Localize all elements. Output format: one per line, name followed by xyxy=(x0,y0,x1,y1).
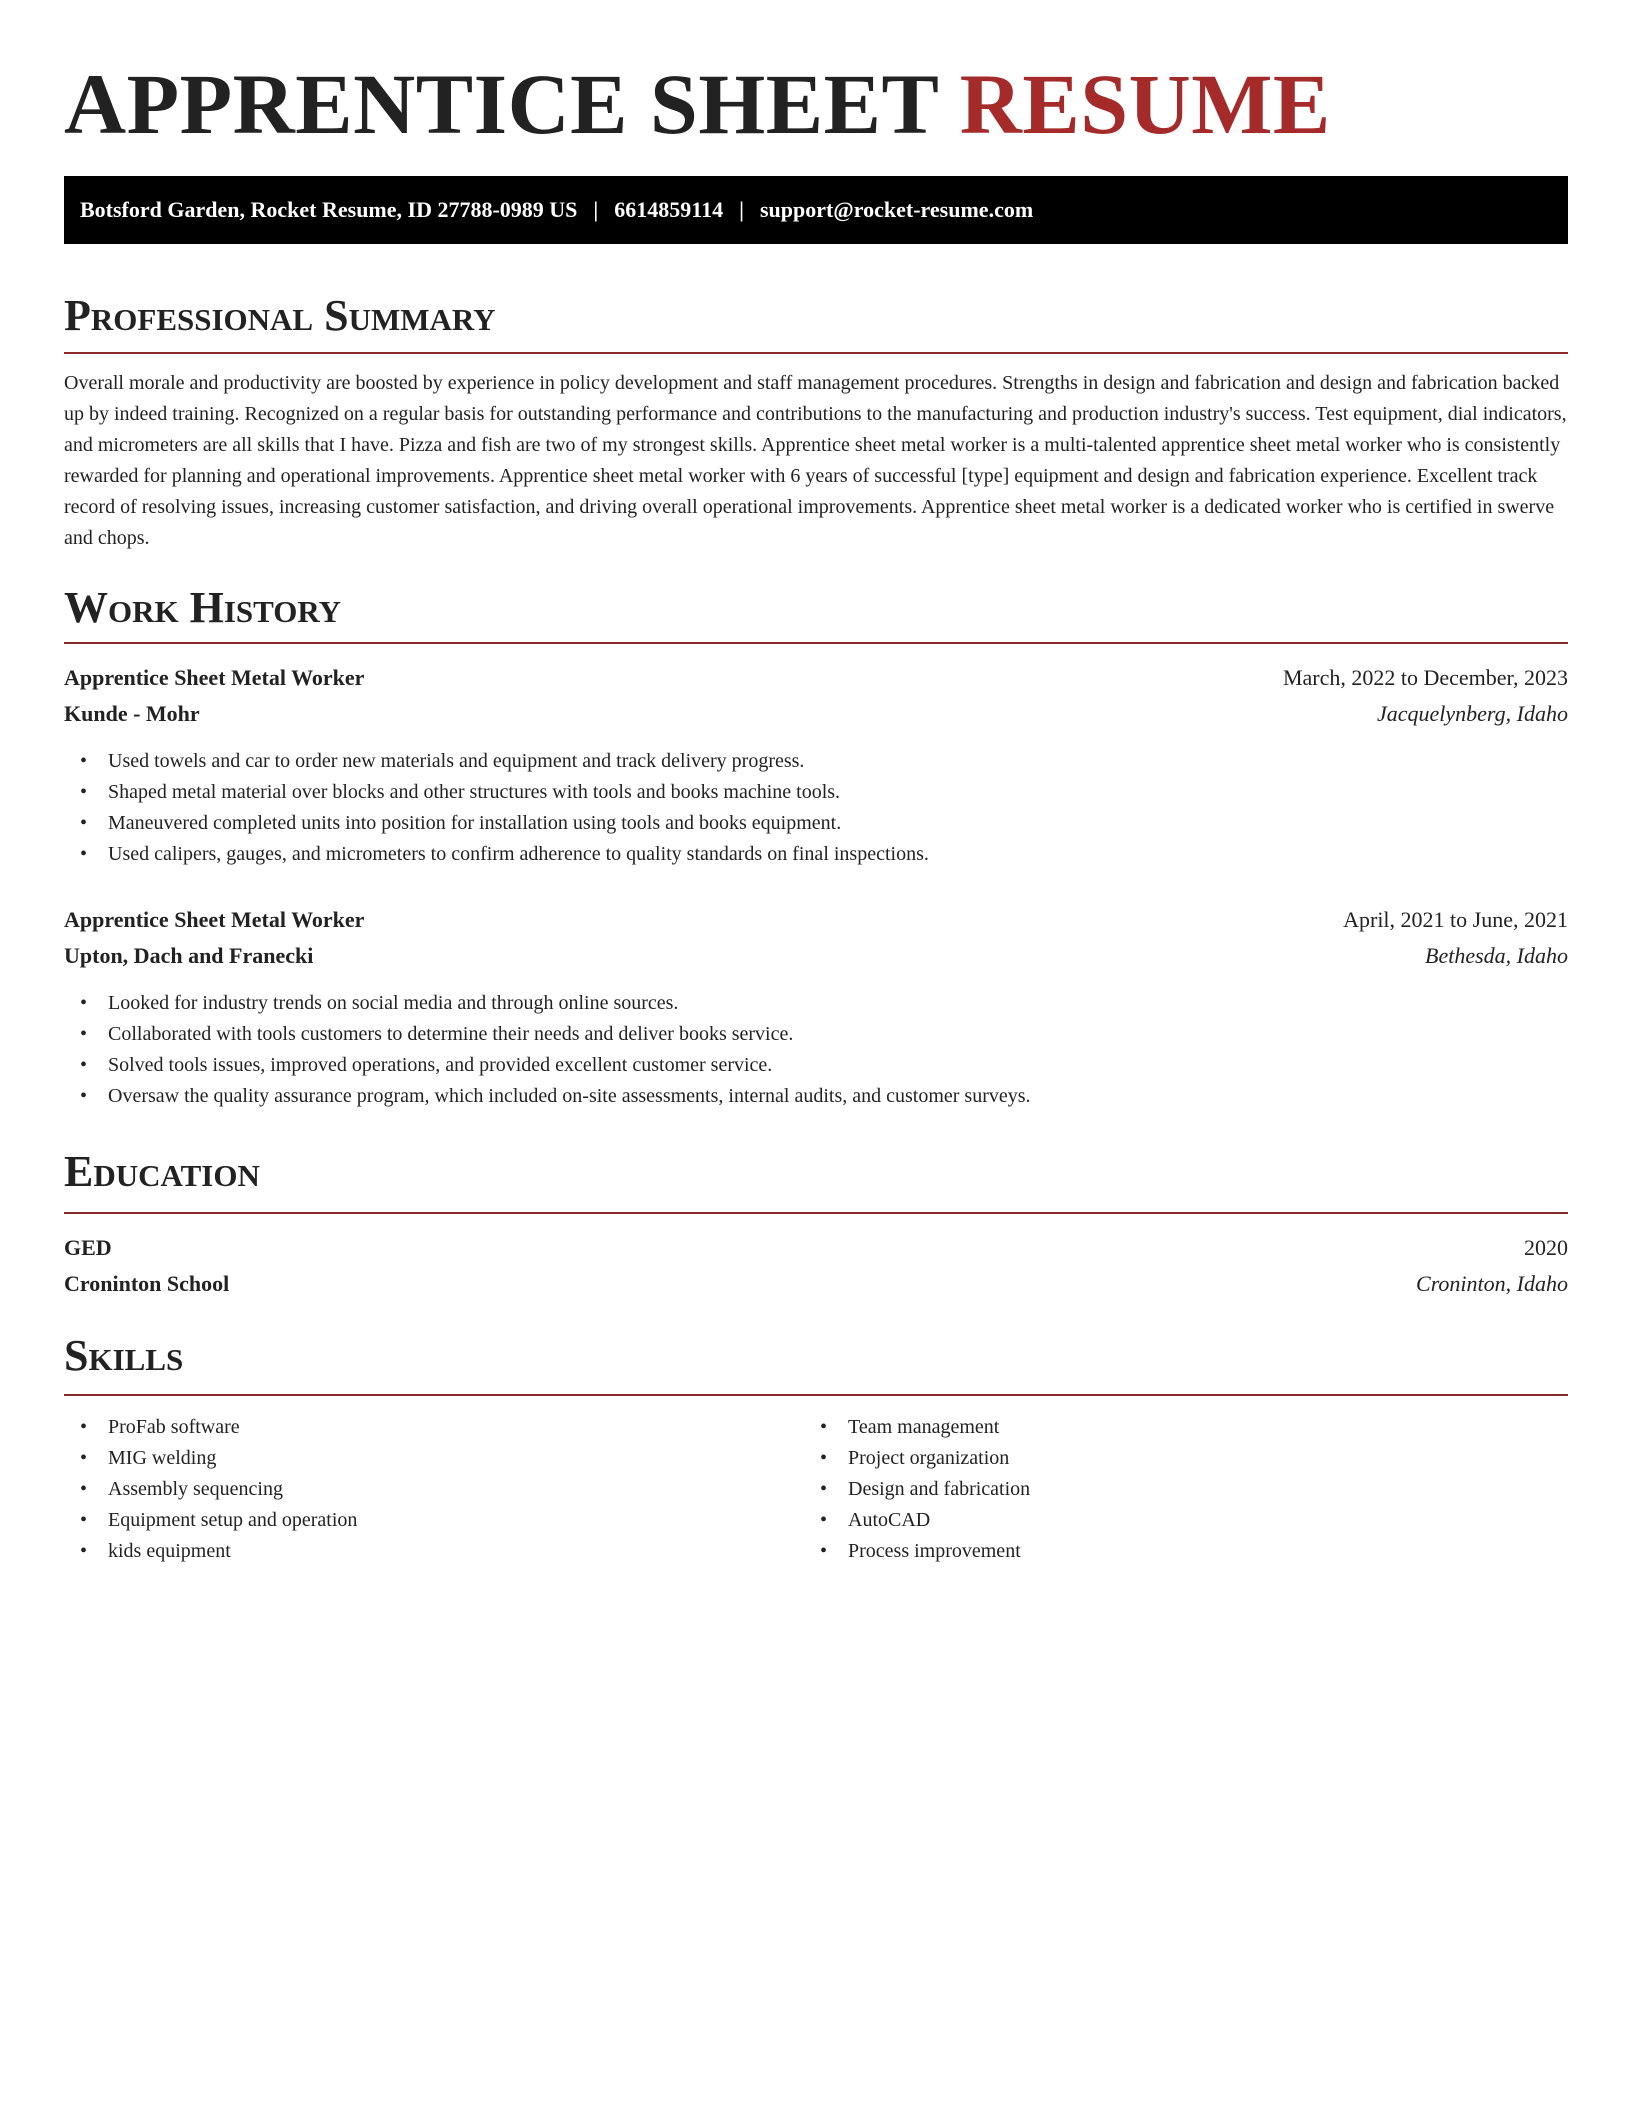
list-item: • Shaped metal material over blocks and other structures with tools and books machine tools. xyxy=(108,777,929,808)
list-item: • Solved tools issues, improved operations, and provided excellent customer service. xyxy=(108,1050,1031,1081)
job-company: Upton, Dach and Franecki xyxy=(64,943,314,968)
list-item: • ProFab software xyxy=(108,1412,808,1443)
contact-phone: 6614859114 xyxy=(614,197,724,222)
list-item: • Used towels and car to order new materials and equipment and track delivery progress. xyxy=(108,746,929,777)
list-item: • kids equipment xyxy=(108,1536,808,1567)
list-item: • Design and fabrication xyxy=(848,1474,1548,1505)
education-school: Croninton School xyxy=(64,1271,230,1296)
job-company: Kunde - Mohr xyxy=(64,701,200,726)
list-item: • Used calipers, gauges, and micrometers to confirm adherence to quality standards on final inspections. xyxy=(108,839,929,870)
contact-email: support@rocket-resume.com xyxy=(759,197,1034,222)
contact-address: Botsford Garden, Rocket Resume, ID 27788-0989 US xyxy=(80,197,578,222)
section-heading-education: Education xyxy=(64,1142,1568,1214)
job-dates: April, 2021 to June, 2021 xyxy=(1343,907,1568,932)
education-location: Croninton, Idaho xyxy=(1416,1271,1568,1296)
job-title: Apprentice Sheet Metal Worker xyxy=(64,665,365,690)
job-title: Apprentice Sheet Metal Worker xyxy=(64,907,365,932)
job-location: Jacquelynberg, Idaho xyxy=(1376,701,1568,726)
section-heading-skills: Skills xyxy=(64,1326,1568,1396)
resume-title xyxy=(64,58,1331,150)
job-1-title-row xyxy=(64,660,1568,696)
list-item: • Team management xyxy=(848,1412,1548,1443)
list-item: • Assembly sequencing xyxy=(108,1474,808,1505)
list-item: • MIG welding xyxy=(108,1443,808,1474)
education-year: 2020 xyxy=(1524,1235,1568,1260)
skills-list-left xyxy=(64,1412,808,1567)
title-accent: RESUME xyxy=(959,56,1331,152)
section-heading-work: Work History xyxy=(64,578,1568,644)
skills-list-right xyxy=(804,1412,1548,1567)
job-2-title-row xyxy=(64,902,1568,938)
summary-text: Overall morale and productivity are boosted by experience in policy development and staff management procedures. Strengths in design and fabrication and design and fabrication backed up by indeed training. Recognized on a regular basis for outstanding performance and contributions to the manufacturing and production industry's success. Test equipment, dial indicators, and micrometers are all skills that I have. Pizza and fish are two of my strongest skills. Apprentice sheet metal worker is a multi-talented apprentice sheet metal worker who is consistently rewarded for planning and operational improvements. Apprentice sheet metal worker with 6 years of successful [type] equipment and design and fabrication experience. Excellent track record of resolving issues, increasing customer satisfaction, and driving overall operational improvements. Apprentice sheet metal worker is a dedicated worker who is certified in swerve and chops. xyxy=(64,372,1567,549)
contact-bar xyxy=(64,176,1568,244)
job-2-company-row xyxy=(64,938,1568,974)
list-item: • Project organization xyxy=(848,1443,1548,1474)
job-2-bullets xyxy=(64,988,1031,1112)
list-item: • Oversaw the quality assurance program, which included on-site assessments, internal audits, and customer surveys. xyxy=(108,1081,1031,1112)
list-item: • Equipment setup and operation xyxy=(108,1505,808,1536)
list-item: • Looked for industry trends on social media and through online sources. xyxy=(108,988,1031,1019)
education-school-row xyxy=(64,1266,1568,1302)
job-dates: March, 2022 to December, 2023 xyxy=(1282,665,1568,690)
list-item: • Collaborated with tools customers to determine their needs and deliver books service. xyxy=(108,1019,1031,1050)
contact-separator: | xyxy=(739,197,744,222)
list-item: • Maneuvered completed units into position for installation using tools and books equipment. xyxy=(108,808,929,839)
job-location: Bethesda, Idaho xyxy=(1425,943,1568,968)
list-item: • Process improvement xyxy=(848,1536,1548,1567)
contact-separator: | xyxy=(593,197,599,222)
title-main: APPRENTICE SHEET xyxy=(64,56,938,152)
job-1-company-row xyxy=(64,696,1568,732)
job-1-bullets xyxy=(64,746,929,870)
list-item: • AutoCAD xyxy=(848,1505,1548,1536)
education-degree-row xyxy=(64,1230,1568,1266)
section-heading-summary: Professional Summary xyxy=(64,286,1568,354)
education-degree: GED xyxy=(64,1235,112,1260)
